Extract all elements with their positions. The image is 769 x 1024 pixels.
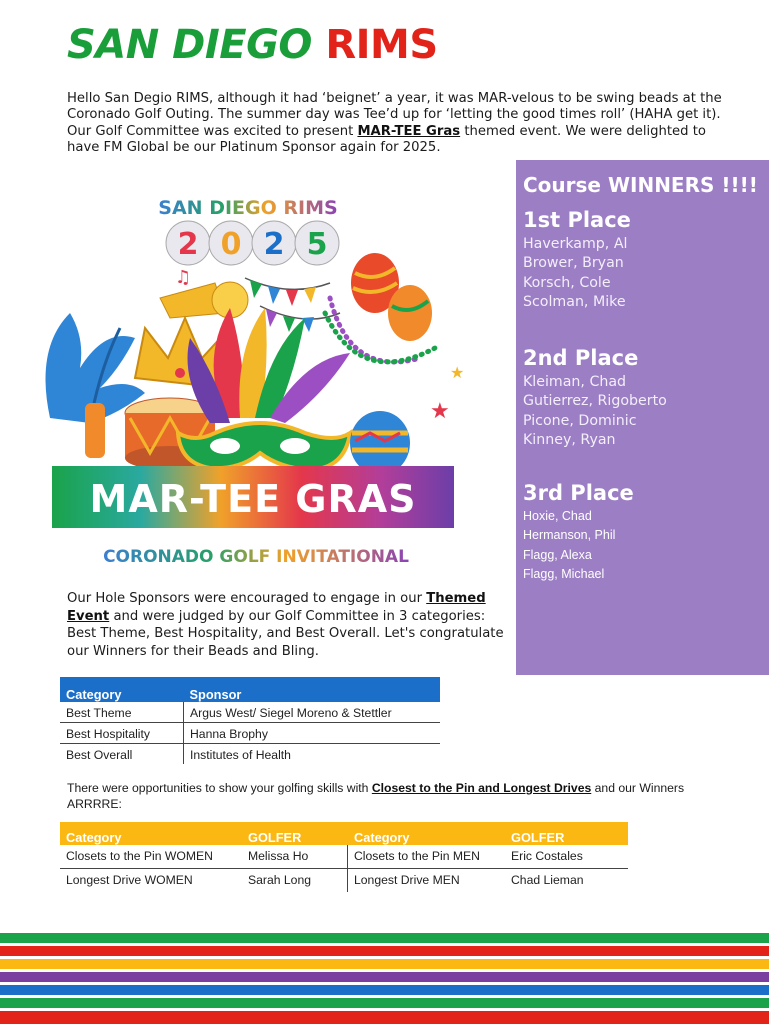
sponsors-text-b: and were judged by our Golf Committee in 3 categories: Best Theme, Best Hospitality, and Best Overall. Let's congratulate our Winners for their Beads and Bling. [67, 608, 504, 659]
title-part-1: SAN DIEGO [67, 22, 312, 68]
stripe-red [0, 946, 769, 956]
year-digit-2: 0 [220, 227, 242, 262]
stripe-gold [0, 959, 769, 969]
place-3-names [523, 507, 615, 584]
table-cell: Melissa Ho [242, 845, 348, 869]
table-cell: Best Hospitality [60, 723, 184, 744]
table-cell: Institutes of Health [190, 747, 291, 762]
table-row [60, 723, 440, 744]
stripe-blue [0, 985, 769, 995]
place-2-label: 2nd Place [523, 346, 639, 370]
table-cell: Longest Drive WOMEN [66, 872, 193, 887]
table-cell: Eric Costales [505, 845, 628, 869]
maracas-icon [351, 253, 432, 341]
intro-text-a: Hello San Degio RIMS, although it had ‘beignet’ a year, it was MAR-velous to be swing beads at the Coronado Golf Outing. The summer day was Tee’d up for ‘letting the good times roll’ (HAHA get it). Our Golf Committee was excited to present [67, 91, 722, 139]
stripe-purple [0, 972, 769, 982]
mar-tee-gras-link[interactable]: MAR-TEE Gras [357, 123, 461, 139]
table-cell: Sarah Long [248, 872, 312, 887]
winner-name: Hermanson, Phil [523, 528, 616, 543]
place-2-names [523, 373, 667, 450]
table-cell: Hanna Brophy [184, 723, 441, 744]
stripe-green [0, 933, 769, 943]
winners-heading: Course WINNERS !!!! [523, 173, 758, 197]
winner-name: Korsch, Cole [523, 274, 611, 291]
course-winners-panel [516, 160, 769, 675]
logo-org-text: SAN DIEGO RIMS [158, 197, 338, 219]
closest-pin-longest-drive-link[interactable]: Closest to the Pin and Longest Drives [371, 781, 592, 795]
golf-winners-table [60, 822, 628, 892]
table-cell: Best Theme [60, 702, 184, 723]
place-1-label: 1st Place [523, 208, 631, 232]
table-header-row [60, 677, 440, 702]
year-digit-3: 2 [263, 227, 285, 262]
logo-event-text: MAR-TEE GRAS [89, 477, 417, 521]
table-cell: Longest Drive MEN [348, 869, 506, 893]
table-header-row [60, 822, 628, 845]
winner-name: Scolman, Mike [523, 293, 626, 310]
svg-text:♫: ♫ [175, 267, 192, 288]
title-part-2: RIMS [325, 22, 438, 68]
golf-paragraph [67, 781, 727, 812]
trumpet-icon [160, 267, 248, 318]
sponsors-paragraph [67, 590, 507, 660]
column-header-sponsor: Sponsor [184, 677, 441, 702]
column-header-golfer: GOLFER [242, 822, 348, 845]
table-cell: Chad Lieman [511, 872, 584, 887]
column-header-category: Category [60, 822, 242, 845]
intro-paragraph [67, 91, 739, 157]
table-cell: Argus West/ Siegel Moreno & Stettler [184, 702, 441, 723]
winner-name: Haverkamp, Al [523, 236, 628, 252]
sponsors-text-a: Our Hole Sponsors were encouraged to engage in our [67, 591, 427, 606]
winner-name: Picone, Dominic [523, 412, 637, 429]
place-1-names [523, 235, 627, 312]
page-title [67, 22, 438, 68]
column-header-category-2: Category [348, 822, 506, 845]
year-digit-1: 2 [177, 227, 199, 262]
table-cell: Closets to the Pin MEN [348, 845, 506, 869]
winner-name: Kleiman, Chad [523, 374, 627, 390]
themed-event-link[interactable]: Themed Event [67, 591, 486, 624]
mar-tee-gras-logo [30, 188, 490, 578]
stripe-red-2 [0, 1011, 769, 1024]
stripe-green-2 [0, 998, 769, 1008]
table-cell: Closets to the Pin WOMEN [60, 845, 242, 869]
winner-name: Gutierrez, Rigoberto [523, 393, 667, 410]
winner-name: Flagg, Michael [523, 566, 605, 581]
winner-name: Brower, Bryan [523, 255, 624, 272]
table-row [60, 702, 440, 723]
winner-name: Kinney, Ryan [523, 431, 616, 448]
winner-name: Hoxie, Chad [523, 509, 592, 523]
star-icon: ★ [430, 399, 450, 424]
intro-text-b: themed event. We were delighted to have FM Global be our Platinum Sponsor again for 2025. [67, 123, 706, 156]
table-cell: Best Overall [60, 744, 184, 765]
table-row [60, 869, 628, 893]
star-icon-2: ★ [450, 363, 465, 382]
table-row [60, 744, 440, 765]
table-row [60, 845, 628, 869]
place-3-label: 3rd Place [523, 481, 634, 505]
column-header-golfer-2: GOLFER [505, 822, 628, 845]
golf-text-a: There were opportunities to show your golfing skills with [67, 781, 372, 795]
ornament-egg-icon [350, 411, 410, 475]
column-header-category: Category [60, 677, 184, 702]
year-digit-4: 5 [306, 227, 328, 262]
golf-text-b: and our Winners ARRRRE: [67, 781, 685, 811]
year-golf-balls [166, 221, 339, 265]
logo-subtitle-text: CORONADO GOLF INVITATIONAL [103, 547, 409, 567]
winner-name: Flagg, Alexa [523, 547, 592, 562]
sponsor-winners-table [60, 677, 440, 764]
